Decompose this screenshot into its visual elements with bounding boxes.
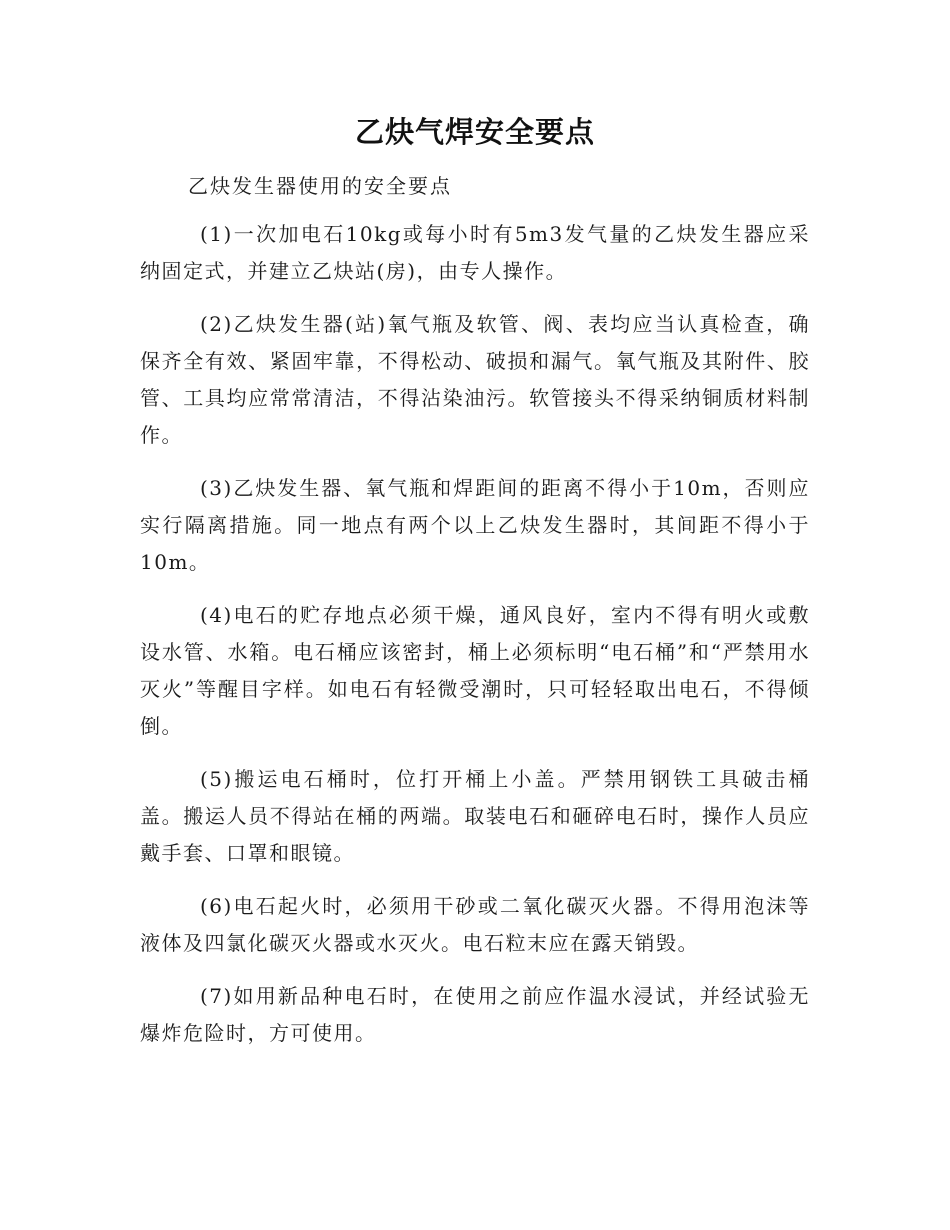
document-body [140, 216, 810, 1068]
paragraph-3: (3)乙炔发生器、氧气瓶和焊距间的距离不得小于10m，否则应实行隔离措施。同一地点有两个以上乙炔发生器时，其间距不得小于10m。 [140, 476, 810, 574]
paragraph-4: (4)电石的贮存地点必须干燥，通风良好，室内不得有明火或敷设水管、水箱。电石桶应该密封，桶上必须标明“电石桶”和“严禁用水灭火”等醒目字样。如电石有轻微受潮时，只可轻轻取出电石，不得倾倒。 [140, 603, 810, 738]
paragraph-6: (6)电石起火时，必须用干砂或二氧化碳灭火器。不得用泡沫等液体及四氯化碳灭火器或水灭火。电石粒末应在露天销毁。 [140, 894, 810, 955]
paragraph-7: (7)如用新品种电石时，在使用之前应作温水浸试，并经试验无爆炸危险时，方可使用。 [140, 984, 810, 1045]
document-title: 乙炔气焊安全要点 [354, 115, 595, 149]
section-subtitle: 乙炔发生器使用的安全要点 [188, 174, 452, 198]
paragraph-5: (5)搬运电石桶时，位打开桶上小盖。严禁用钢铁工具破击桶盖。搬运人员不得站在桶的两端。取装电石和砸碎电石时，操作人员应戴手套、口罩和眼镜。 [140, 767, 810, 865]
paragraph-2: (2)乙炔发生器(站)氧气瓶及软管、阀、表均应当认真检查，确保齐全有效、紧固牢靠，不得松动、破损和漏气。氧气瓶及其附件、胶管、工具均应常常清洁，不得沾染油污。软管接头不得采纳铜质材料制作。 [140, 312, 810, 447]
paragraph-1: (1)一次加电石10kg或每小时有5m3发气量的乙炔发生器应采纳固定式，并建立乙炔站(房)，由专人操作。 [140, 222, 810, 283]
